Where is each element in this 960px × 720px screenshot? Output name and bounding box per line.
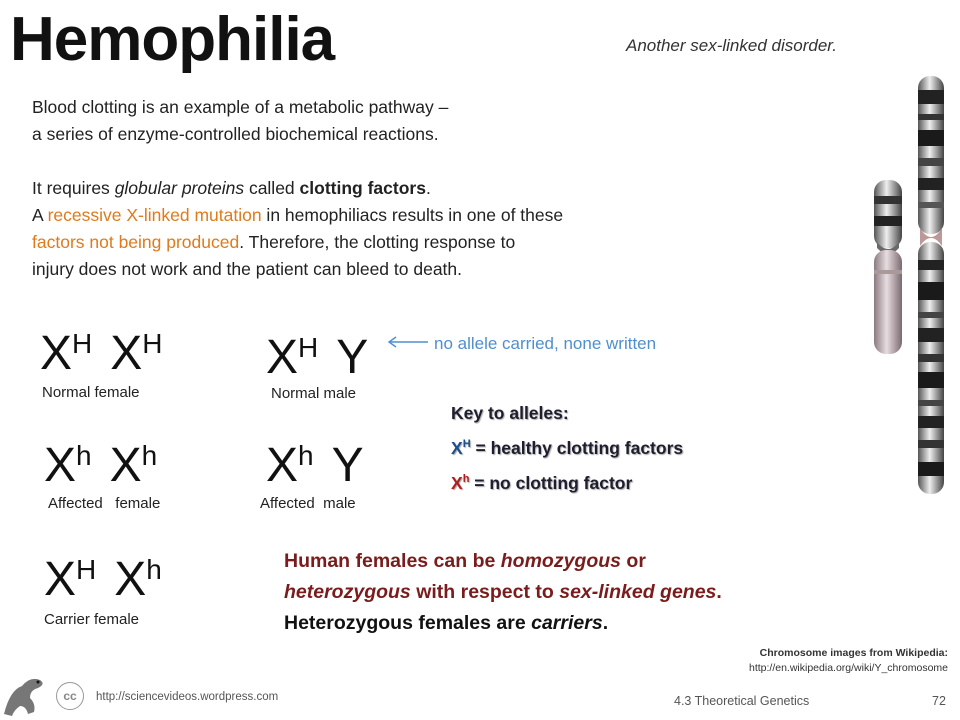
genotype-normal-male: $X^H$ Y — [266, 331, 369, 384]
cc-license-icon: cc — [56, 682, 84, 710]
footer-url[interactable]: http://sciencevideos.wordpress.com — [96, 691, 279, 703]
credit-line-2: http://en.wikipedia.org/wiki/Y_chromosome — [748, 662, 948, 674]
intro-line-1: Blood clotting is an example of a metabolic pathway – — [32, 97, 449, 117]
genotype-normal-female: $X^H$ $X^H$ — [40, 327, 163, 380]
footer-topic: 4.3 Theoretical Genetics — [674, 694, 810, 708]
key-healthy: $X^H$ = healthy clotting factors — [451, 437, 684, 458]
genotype-carrier-female: $X^H$ $X^h$ — [44, 553, 162, 606]
intro-line-5: factors not being produced. Therefore, the clotting response to — [32, 232, 516, 252]
human-females-statement — [284, 546, 722, 639]
y-chromosome-icon — [874, 180, 902, 354]
key-heading: Key to alleles: — [451, 403, 569, 423]
page-title: Hemophilia — [10, 5, 335, 74]
caption-normal-female: Normal female — [42, 384, 140, 401]
left-arrow-icon — [386, 335, 430, 349]
lizard-logo-icon — [0, 670, 54, 720]
image-credit — [749, 646, 948, 676]
human-line-3: Heterozygous females are carriers. — [284, 612, 609, 634]
intro-line-3: It requires globular proteins called clotting factors. — [32, 178, 431, 198]
human-line-2: heterozygous with respect to sex-linked genes. — [284, 581, 722, 603]
allele-key — [451, 398, 683, 499]
caption-normal-male: Normal male — [271, 385, 357, 402]
intro-line-2: a series of enzyme-controlled biochemical reactions. — [32, 124, 439, 144]
x-chromosome-icon — [918, 76, 944, 494]
intro-line-4: A recessive X-linked mutation in hemophiliacs results in one of these — [32, 205, 564, 225]
key-none: $X^h$ = no clotting factor — [451, 472, 633, 493]
credit-line-1: Chromosome images from Wikipedia: — [759, 647, 948, 659]
no-allele-note: no allele carried, none written — [434, 334, 657, 353]
intro-paragraph — [32, 94, 563, 283]
genotype-affected-female: $X^h$ $X^h$ — [44, 439, 158, 492]
chromosome-illustration — [860, 70, 960, 500]
human-line-1: Human females can be homozygous or — [284, 550, 646, 572]
subtitle: Another sex-linked disorder. — [626, 36, 838, 55]
page-number: 72 — [932, 694, 946, 708]
caption-carrier-female: Carrier female — [44, 611, 140, 628]
caption-affected-female: Affected female — [48, 495, 161, 512]
intro-line-6: injury does not work and the patient can bleed to death. — [32, 259, 463, 279]
genotype-affected-male: $X^h$ Y — [266, 439, 364, 492]
caption-affected-male: Affected male — [260, 495, 356, 512]
